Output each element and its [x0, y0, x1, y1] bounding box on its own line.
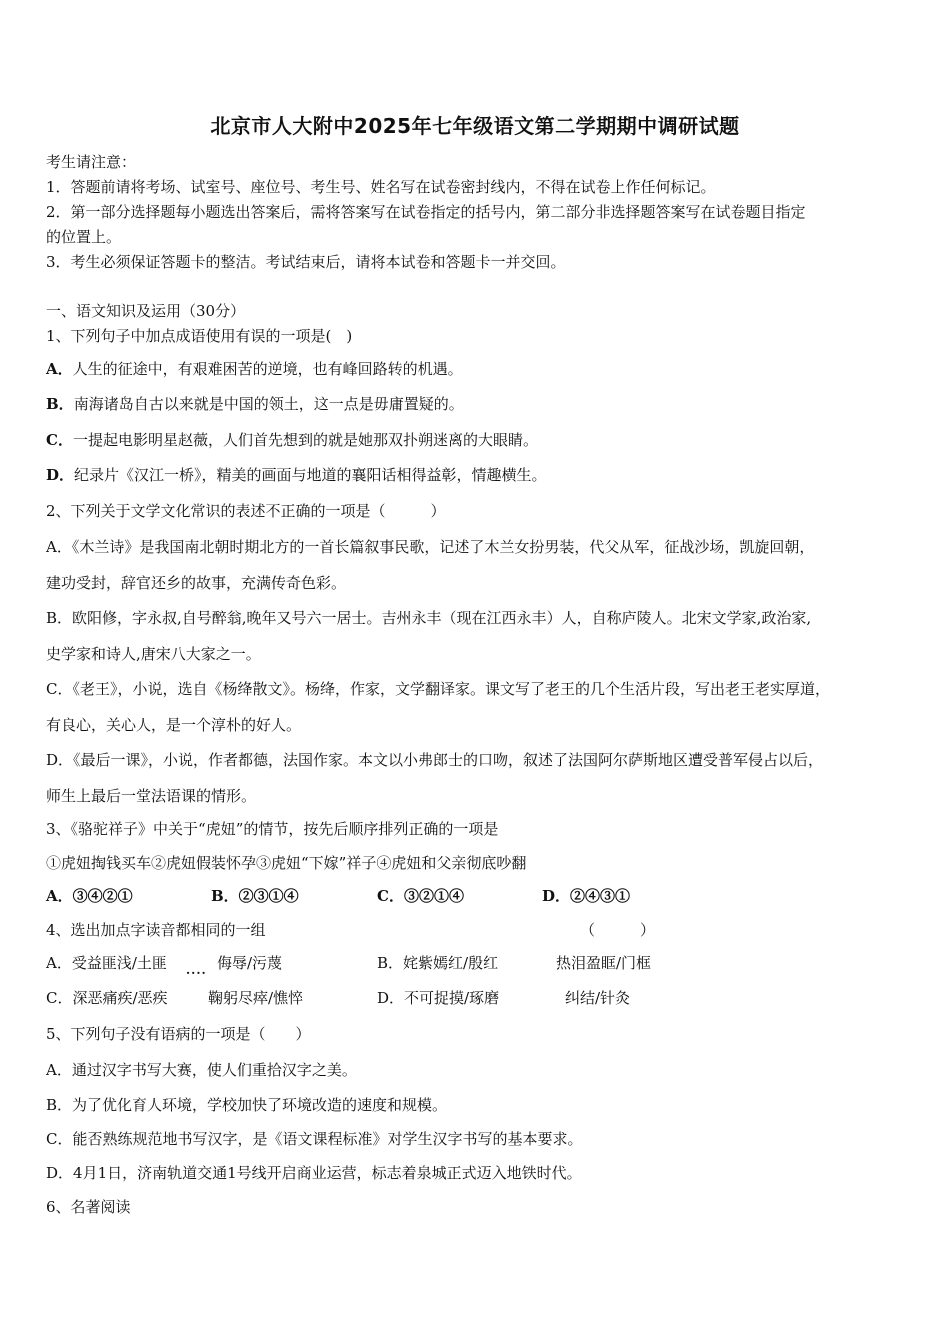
q4-option-d-1: D．不可捉摸/琢磨: [377, 989, 500, 1007]
q1-a-label: A．: [46, 360, 73, 378]
q4-option-b-2: 热泪盈眶/门框: [556, 954, 652, 972]
q1-option-c: [46, 430, 538, 450]
q4-option-a-1: A．受益匪浅/土匪: [46, 954, 167, 972]
q1-d-label: D．: [46, 466, 75, 484]
q2-option-c: C．《老王》，小说，选自《杨绛散文》。杨绛，作家，文学翻译家。课文写了老王的几个生活片段，写出老王老实厚道，: [46, 680, 830, 698]
q1-option-a: [46, 359, 463, 379]
q4-option-a-2: 侮辱/污蔑: [217, 954, 283, 972]
q2-option-c-cont: 有良心，关心人，是一个淳朴的好人。: [46, 716, 302, 734]
q2-stem: 2、下列关于文学文化常识的表述不正确的一项是（ ）: [46, 502, 446, 520]
q2-option-d: D．《最后一课》，小说，作者都德，法国作家。本文以小弗郎士的口吻，叙述了法国阿尔萨斯地区遭受普军侵占以后，: [46, 751, 824, 769]
notice-item-1: 1．答题前请将考场、试室号、座位号、考生号、姓名写在试卷密封线内，不得在试卷上作任何标记。: [46, 178, 716, 196]
q3-option-a: A．③④②①: [46, 887, 133, 905]
q3-option-d: D．②④③①: [542, 887, 631, 905]
q5-option-a: A．通过汉字书写大赛，使人们重拾汉字之美。: [46, 1061, 357, 1079]
notice-item-2-cont: 的位置上。: [46, 228, 122, 246]
q2-option-a-cont: 建功受封，辞官还乡的故事，充满传奇色彩。: [46, 574, 347, 592]
q4-option-d-2: 纠结/针灸: [565, 989, 631, 1007]
q5-option-b: B．为了优化育人环境，学校加快了环境改造的速度和规模。: [46, 1096, 448, 1114]
q2-option-a: A．《木兰诗》是我国南北朝时期北方的一首长篇叙事民歌，记述了木兰女扮男装，代父从军，征战沙场，凯旋回朝，: [46, 538, 815, 556]
q3-stem: 3、《骆驼祥子》中关于“虎妞”的情节，按先后顺序排列正确的一项是: [46, 820, 499, 838]
notice-heading: 考生请注意：: [46, 153, 137, 171]
q5-option-d: D．4月1日，济南轨道交通1号线开启商业运营，标志着泉城正式迈入地铁时代。: [46, 1164, 582, 1182]
q1-a-text: 人生的征途中，有艰难困苦的逆境，也有峰回路转的机遇。: [72, 360, 463, 378]
q1-option-b: [46, 394, 464, 414]
q4-stem: 4、选出加点字读音都相同的一组: [46, 921, 266, 939]
q3-option-c: C．③②①④: [377, 887, 464, 905]
q4-answer-paren: （ ）: [580, 921, 656, 939]
q3-option-b: B．②③①④: [211, 887, 299, 905]
q5-stem: 5、下列句子没有语病的一项是（ ）: [46, 1025, 311, 1043]
q5-option-c: C．能否熟练规范地书写汉字，是《语文课程标准》对学生汉字书写的基本要求。: [46, 1130, 583, 1148]
q1-option-d: [46, 465, 547, 485]
q2-option-d-cont: 师生上最后一堂法语课的情形。: [46, 787, 257, 805]
notice-item-3: 3．考生必须保证答题卡的整洁。考试结束后，请将本试卷和答题卡一并交回。: [46, 253, 566, 271]
q2-option-b: B．欧阳修，字永叔,自号醉翁,晚年又号六一居士。吉州永丰（现在江西永丰）人，自称庐陵人。北宋文学家,政治家,: [46, 609, 812, 627]
notice-item-2: 2．第一部分选择题每小题选出答案后，需将答案写在试卷指定的括号内，第二部分非选择题答案写在试卷题目指定: [46, 203, 806, 221]
q1-c-label: C．: [46, 431, 73, 449]
q4-option-c-2: 鞠躬尽瘁/憔悴: [208, 989, 304, 1007]
section-heading: 一、语文知识及运用（30分）: [46, 302, 246, 320]
emphasis-dots: ....: [186, 963, 207, 977]
q4-option-b-1: B．姹紫嫣红/殷红: [377, 954, 499, 972]
q4-option-c-1: C．深恶痛疾/恶疾: [46, 989, 168, 1007]
q3-events: ①虎妞掏钱买车②虎妞假装怀孕③虎妞“下嫁”祥子④虎妞和父亲彻底吵翻: [46, 854, 527, 872]
q6-stem: 6、名著阅读: [46, 1198, 131, 1216]
q1-b-text: 南海诸岛自古以来就是中国的领土，这一点是毋庸置疑的。: [73, 395, 464, 413]
q1-b-label: B．: [46, 395, 74, 413]
page-title: 北京市人大附中2025年七年级语文第二学期期中调研试题: [210, 114, 740, 138]
q2-option-b-cont: 史学家和诗人,唐宋八大家之一。: [46, 645, 261, 663]
q1-d-text: 纪录片《汉江一桥》，精美的画面与地道的襄阳话相得益彰，情趣横生。: [74, 466, 547, 484]
q1-stem: 1、下列句子中加点成语使用有误的一项是( ): [46, 327, 353, 345]
q1-c-text: 一提起电影明星赵薇，人们首先想到的就是她那双扑朔迷离的大眼睛。: [72, 431, 538, 449]
